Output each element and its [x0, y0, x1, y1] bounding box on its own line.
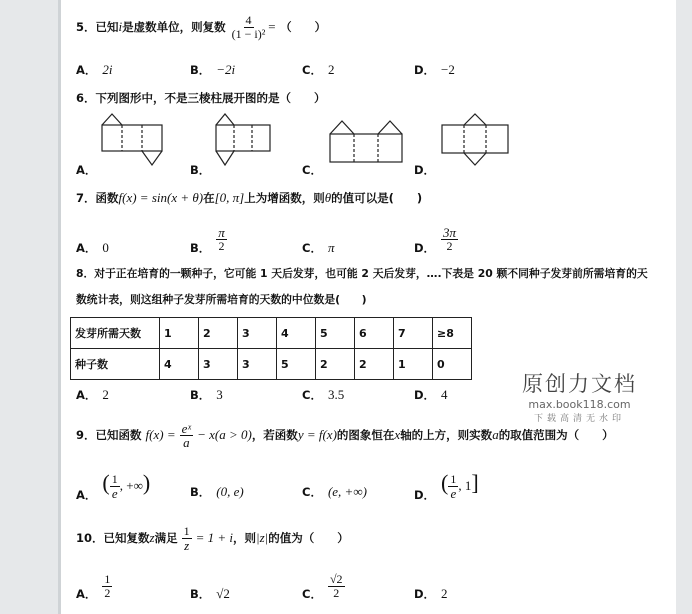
q9-mid2: 的图象恒在 [336, 428, 395, 442]
q5-paren: （ ） [280, 20, 327, 34]
q9-a-label: A． [76, 487, 97, 502]
q10-a-num: 1 [104, 571, 111, 586]
table-row [71, 349, 472, 380]
q10-z: z [149, 530, 155, 545]
q9-d-rest: , 1 [458, 478, 472, 493]
table-cell: 5 [316, 318, 355, 349]
question-9 [76, 422, 614, 449]
q6-option-c [302, 162, 322, 178]
table-cell: 7 [394, 318, 433, 349]
table-cell: 0 [433, 349, 472, 380]
table-cell: 5 [277, 349, 316, 380]
table-cell: 种子数 [71, 349, 160, 380]
q10-b-value: √2 [216, 586, 230, 601]
q10-a-label: A． [76, 587, 97, 601]
q9-fraction [180, 422, 193, 449]
q8-b-value: 3 [216, 387, 223, 402]
net-c-body [330, 134, 402, 162]
q7-option-d [414, 222, 458, 256]
q9-d-label: D． [414, 487, 436, 502]
q10-f-den: z [184, 538, 190, 553]
q9-mid3: 轴的上方，则实数 [400, 428, 493, 442]
table-cell: 3 [238, 318, 277, 349]
q10-d-label: D． [414, 587, 436, 601]
q7-mid: 在 [203, 191, 215, 205]
q7-b-label: B． [190, 241, 211, 255]
q8-option-b [190, 387, 223, 403]
net-d-body [442, 125, 508, 153]
seed-table [70, 317, 472, 380]
q9-a-num: 1 [111, 472, 118, 486]
q5-option-a [76, 62, 113, 78]
q9-f-num: eˣ [181, 421, 192, 436]
q9-a-rparen: ) [142, 470, 151, 495]
q10-option-b [190, 586, 230, 602]
q9-b-value: (0, e) [216, 484, 244, 499]
table-cell: 2 [316, 349, 355, 380]
question-6 [76, 90, 326, 106]
q9-g: y = f(x) [297, 427, 337, 442]
table-cell: 1 [394, 349, 433, 380]
q5-fraction [230, 14, 268, 41]
net-figure-d [440, 112, 510, 168]
net-a-body [102, 125, 162, 151]
net-figure-b [214, 112, 276, 168]
q6-text: 6．下列图形中，不是三棱柱展开图的是（ ） [76, 91, 326, 105]
watermark [522, 368, 637, 424]
q7-c-label: C． [302, 241, 322, 255]
table-cell: 1 [160, 318, 199, 349]
q10-a-fraction [102, 573, 112, 600]
q5-eq: = [267, 19, 277, 34]
q9-d-num: 1 [450, 472, 457, 486]
q8-option-d [414, 387, 448, 403]
q9-a-rest: , +∞ [119, 478, 143, 493]
q9-f-left: f(x) = [145, 427, 176, 442]
net-figure-c [328, 118, 406, 168]
q7-b-num: π [218, 224, 225, 240]
q5-prefix: 5．已知 [76, 20, 119, 34]
q8-c-value: 3.5 [327, 387, 345, 402]
table-cell: 3 [199, 349, 238, 380]
q10-c-fraction [328, 573, 345, 600]
q7-mid2: 上为增函数，则 [244, 191, 325, 205]
table-cell: 发芽所需天数 [71, 318, 160, 349]
q5-frac-num: 4 [245, 13, 252, 27]
q5-frac-den: (1 − i)² [231, 27, 266, 41]
q7-option-a [76, 240, 109, 256]
question-8-line-1 [76, 266, 648, 281]
q9-f-den: a [183, 435, 190, 450]
q10-fraction [182, 525, 192, 552]
q5-c-label: C． [302, 63, 322, 77]
q8-option-a [76, 387, 109, 403]
q9-f-right: − x(a > 0) [197, 427, 252, 442]
question-8-line-2 [76, 292, 367, 307]
q10-abs: |z| [256, 530, 269, 545]
table-row [71, 318, 472, 349]
q7-b-den: 2 [218, 238, 225, 253]
q8-c-label: C． [302, 388, 322, 402]
q5-b-label: B． [190, 63, 211, 77]
q10-f-num: 1 [183, 524, 190, 538]
q5-a-label: A． [76, 63, 97, 77]
q5-mid: 是虚数单位，则复数 [122, 20, 226, 34]
q9-b-label: B． [190, 485, 211, 499]
q10-mid2: ，则 [233, 531, 257, 545]
net-b-top-triangle [216, 114, 234, 125]
q7-option-b [190, 222, 227, 256]
q9-a-fraction [110, 473, 120, 500]
q10-mid: 满足 [154, 531, 178, 545]
table-cell: 2 [199, 318, 238, 349]
q10-c-label: C． [302, 587, 322, 601]
q5-b-value: −2i [216, 62, 236, 77]
q7-option-c [302, 240, 334, 256]
q6-c-label: C． [302, 163, 322, 177]
watermark-title: 原创力文档 [522, 372, 637, 396]
net-c-right-triangle [378, 121, 402, 134]
q6-option-d [414, 162, 435, 178]
q9-suffix: 的取值范围为（ ） [498, 428, 614, 442]
q7-c-value: π [327, 240, 335, 255]
table-cell: 3 [238, 349, 277, 380]
q8-a-label: A． [76, 388, 97, 402]
q8-a-value: 2 [102, 387, 109, 402]
q9-a: a [492, 427, 499, 442]
table-cell: 4 [277, 318, 316, 349]
q6-d-label: D． [414, 163, 436, 177]
watermark-url: max.book118.com [528, 398, 631, 411]
q5-i: i [118, 19, 123, 34]
q6-a-label: A． [76, 163, 97, 177]
watermark-sub: 下载高清无水印 [533, 414, 625, 424]
net-figure-a [100, 112, 170, 168]
q9-option-c [302, 484, 367, 500]
q7-d-den: 2 [446, 238, 453, 253]
q7-d-fraction [441, 226, 458, 253]
q8-d-label: D． [414, 388, 436, 402]
q7-b-fraction [216, 226, 227, 253]
net-c-left-triangle [330, 121, 354, 134]
q8-b-label: B． [190, 388, 211, 402]
q8-line2: 数统计表，则这组种子发芽所需培育的天数的中位数是( ) [76, 293, 367, 306]
q8-d-value: 4 [441, 387, 448, 402]
q6-option-a [76, 162, 96, 178]
q10-option-c [302, 570, 345, 602]
q9-mid: ，若函数 [251, 428, 298, 442]
q9-a-lparen: ( [102, 470, 110, 495]
q9-option-b [190, 484, 244, 500]
q6-option-b [190, 162, 210, 178]
net-d-bottom-triangle [464, 153, 486, 165]
table-cell: 6 [355, 318, 394, 349]
q10-f-right: = 1 + i [195, 530, 234, 545]
question-5 [76, 14, 326, 41]
q7-theta: θ [324, 190, 332, 205]
table-cell: ≥8 [433, 318, 472, 349]
question-10 [76, 525, 349, 552]
q9-x: x [394, 427, 401, 442]
q7-d-label: D． [414, 241, 436, 255]
q10-suffix: 的值为（ ） [268, 531, 349, 545]
q9-a-den: e [111, 486, 118, 501]
q10-b-label: B． [190, 587, 211, 601]
q10-a-den: 2 [104, 585, 111, 600]
q8-option-c [302, 387, 344, 403]
net-b-bottom-triangle [216, 151, 234, 165]
net-b-body [216, 125, 270, 151]
q9-d-fraction [448, 473, 458, 500]
q5-option-b [190, 62, 235, 78]
q10-option-d [414, 586, 448, 602]
net-d-top-triangle [464, 114, 486, 125]
q5-d-label: D． [414, 63, 436, 77]
q8-line1: 8．对于正在培育的一颗种子，它可能 1 天后发芽，也可能 2 天后发芽，….下表是 20 颗不同种子发芽前所需培育的天 [76, 267, 648, 280]
q7-prefix: 7．函数 [76, 191, 119, 205]
q9-d-rparen: ] [471, 470, 479, 495]
q6-b-label: B． [190, 163, 211, 177]
table-cell: 2 [355, 349, 394, 380]
net-a-top-triangle [102, 114, 122, 125]
q5-a-value: 2i [102, 62, 113, 77]
q7-d-num: 3π [443, 224, 457, 240]
q5-option-c [302, 62, 334, 78]
q7-suffix: 的值可以是( ) [331, 191, 423, 205]
q9-option-d [414, 470, 479, 503]
q7-a-value: 0 [102, 240, 109, 255]
q10-prefix: 10．已知复数 [76, 531, 150, 545]
q5-d-value: −2 [441, 62, 455, 77]
q10-option-a [76, 570, 112, 602]
q9-c-label: C． [302, 485, 322, 499]
q9-prefix: 9．已知函数 [76, 428, 142, 442]
q9-d-den: e [450, 486, 457, 501]
q7-a-label: A． [76, 241, 97, 255]
q5-option-d [414, 62, 455, 78]
net-a-bottom-triangle [142, 151, 162, 165]
q10-c-num: √2 [329, 571, 343, 586]
q10-d-value: 2 [441, 586, 448, 601]
q9-d-lparen: ( [441, 470, 449, 495]
q9-c-value: (e, +∞) [327, 484, 367, 499]
q9-option-a [76, 470, 150, 503]
q7-func: f(x) = sin(x + θ) [118, 190, 204, 205]
page-edge [58, 0, 61, 614]
q10-c-den: 2 [333, 585, 340, 600]
q5-c-value: 2 [327, 62, 335, 77]
table-cell: 4 [160, 349, 199, 380]
q7-interval: [0, π] [214, 190, 245, 205]
question-7 [76, 190, 422, 206]
